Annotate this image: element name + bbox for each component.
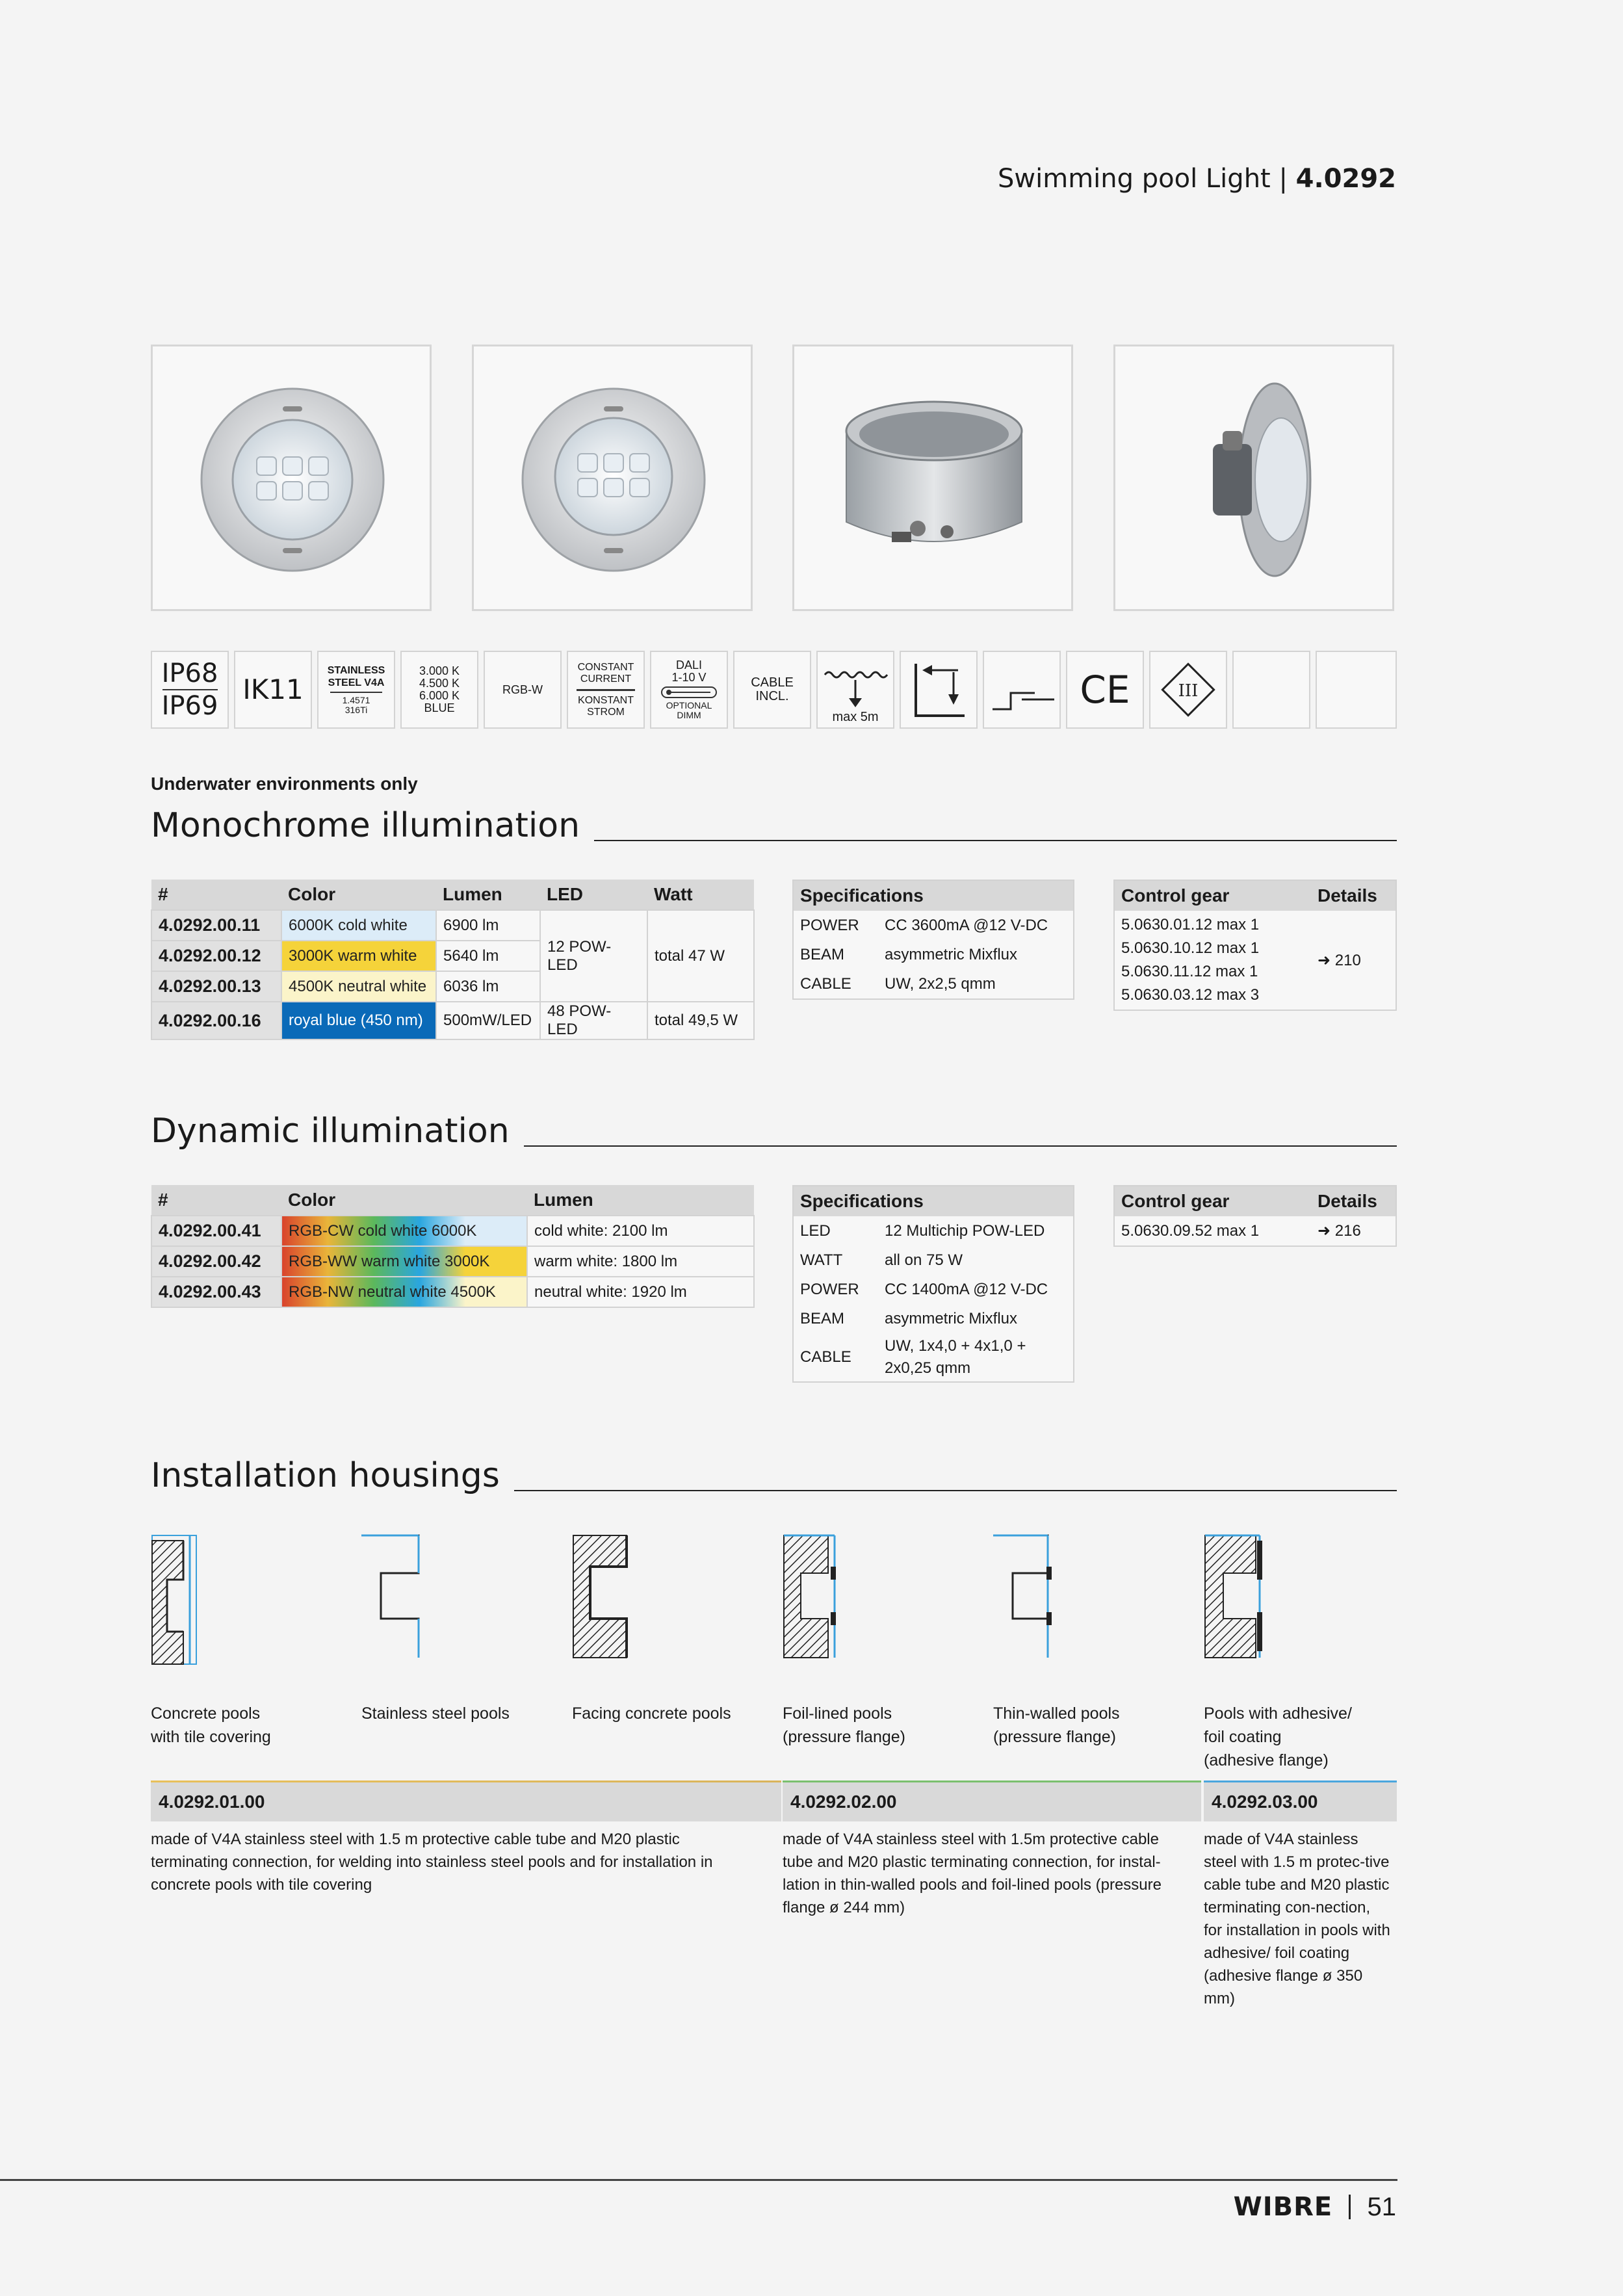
steel-line3: 1.4571 [342, 695, 370, 705]
housing-label-foil-lined: Foil-lined pools (pressure flange) [783, 1704, 905, 1746]
dali-line4: DIMM [677, 710, 701, 720]
table-row [151, 1216, 754, 1246]
rgbw-icon [484, 651, 562, 729]
housing-product-desc-2: made of V4A stainless steel with 1.5m protective cable tube and M20 plastic terminating connection, for instal-lation in thin-walled pools and foil-lined pools (pressure flange ø 244 mm) [783, 1831, 1162, 1916]
cc-line1: CONSTANT [577, 661, 634, 673]
ik11-label: IK11 [242, 673, 304, 705]
steel-line4: 316Ti [344, 705, 368, 715]
product-photo-front [151, 345, 432, 611]
dyn-spec-table [792, 1185, 1074, 1383]
spec-row [793, 1216, 1074, 1246]
housing-label-concrete-tile: Concrete pools with tile covering [151, 1704, 271, 1746]
cc-line3: KONSTANT [578, 694, 634, 706]
lumen-cell: cold white: 2100 lm [527, 1216, 754, 1246]
lumen-cell: neutral white: 1920 lm [527, 1277, 754, 1307]
color-swatch-royal-blue: royal blue (450 nm) [281, 1002, 436, 1039]
spec-row [793, 1246, 1074, 1275]
spec-row [793, 911, 1074, 940]
dyn-control-gear-table [1113, 1185, 1397, 1247]
mono-col-lumen: Lumen [436, 880, 540, 910]
installation-diagrams [151, 1528, 1397, 1671]
temp-1: 3.000 K [419, 664, 460, 677]
page-reference-link[interactable]: ➜ 210 [1311, 911, 1396, 1010]
empty-icon-slot-2 [1316, 651, 1397, 729]
housing-product-code-2: 4.0292.02.00 [783, 1782, 1201, 1821]
mono-spec-table [792, 880, 1074, 1000]
spec-key: LED [793, 1216, 878, 1246]
mono-control-gear-table [1113, 880, 1397, 1011]
product-code: 4.0292.00.41 [151, 1216, 281, 1246]
footer-divider [1349, 2195, 1351, 2219]
dimmer-slider-icon [660, 684, 718, 701]
dyn-table-header [151, 1185, 754, 1216]
dyn-details-title: Details [1311, 1186, 1396, 1216]
gear-item: 5.0630.03.12 max 3 [1121, 986, 1260, 1004]
cable-included-icon [733, 651, 811, 729]
product-code: 4.0292.00.12 [151, 941, 281, 971]
mono-product-table [151, 880, 755, 1040]
color-swatch-neutral-white: 4500K neutral white [281, 971, 436, 1002]
housing-label-adhesive: Pools with adhesive/ foil coating (adhesive flange) [1204, 1704, 1352, 1769]
led-cell: 48 POW-LED [540, 1002, 647, 1039]
brand-logo: WIBRE [1233, 2192, 1333, 2222]
gear-item: 5.0630.01.12 max 1 [1121, 916, 1260, 933]
spec-value: all on 75 W [878, 1246, 1074, 1275]
temp-2: 4.500 K [419, 677, 460, 690]
spec-key: CABLE [793, 1333, 878, 1382]
table-row [151, 910, 754, 941]
temp-4: BLUE [424, 701, 455, 714]
color-swatch-cold-white: 6000K cold white [281, 910, 436, 941]
cc-line4: STROM [587, 706, 625, 718]
cable-line2: INCL. [755, 689, 789, 703]
ce-label: CE [1080, 668, 1130, 712]
page-number: 51 [1367, 2193, 1396, 2221]
water-depth-icon [820, 666, 891, 711]
spec-key: WATT [793, 1246, 878, 1275]
spec-key: BEAM [793, 940, 878, 969]
rgbw-label: RGB-W [502, 683, 543, 696]
product-code: 4.0292.00.42 [151, 1246, 281, 1277]
lumen-cell: 6900 lm [436, 910, 540, 941]
product-photo-housing [792, 345, 1073, 611]
spec-key: POWER [793, 1275, 878, 1304]
header-title: Swimming pool Light | [998, 164, 1288, 194]
dali-dimming-icon [650, 651, 728, 729]
ip68-label: IP68 [161, 659, 218, 688]
protection-class-3-icon [1149, 651, 1227, 729]
product-code: 4.0292.00.43 [151, 1277, 281, 1307]
mono-gear-title: Control gear [1114, 880, 1311, 911]
color-swatch-warm-white: 3000K warm white [281, 941, 436, 971]
watt-cell: total 49,5 W [647, 1002, 754, 1039]
lumen-cell: warm white: 1800 lm [527, 1246, 754, 1277]
spec-key: POWER [793, 911, 878, 940]
steel-line2: STEEL V4A [328, 677, 385, 688]
table-row [151, 1002, 754, 1039]
housing-product-code-1: 4.0292.01.00 [151, 1782, 781, 1821]
ce-mark-icon [1066, 651, 1144, 729]
gear-item: 5.0630.09.52 max 1 [1114, 1216, 1311, 1246]
spec-key: BEAM [793, 1304, 878, 1333]
watt-cell: total 47 W [647, 910, 754, 1002]
gear-row [1114, 911, 1396, 1010]
spec-value: asymmetric Mixflux [878, 940, 1074, 969]
dyn-col-color: Color [281, 1185, 527, 1216]
gear-item: 5.0630.10.12 max 1 [1121, 939, 1260, 957]
diagram-facing-concrete [573, 1535, 627, 1658]
dyn-gear-title: Control gear [1114, 1186, 1311, 1216]
ip69-label: IP69 [161, 691, 218, 721]
spec-value: CC 1400mA @12 V-DC [878, 1275, 1074, 1304]
housing-label-facing-concrete: Facing concrete pools [572, 1704, 731, 1723]
gear-row [1114, 1216, 1396, 1246]
spec-value: asymmetric Mixflux [878, 1304, 1074, 1333]
spec-key: CABLE [793, 969, 878, 999]
empty-icon-slot-1 [1232, 651, 1310, 729]
diagram-adhesive-flange [1205, 1535, 1262, 1658]
product-code: 4.0292.00.11 [151, 910, 281, 941]
dali-line2: 1-10 V [671, 671, 707, 684]
led-cell: 12 POW-LED [540, 910, 647, 1002]
usage-note: Underwater environments only [151, 774, 418, 794]
mono-col-id: # [151, 880, 281, 910]
housing-product-desc-1: made of V4A stainless steel with 1.5 m protective cable tube and M20 plastic terminating connection, for welding into stainless steel pools and for installation in concrete pools with tile covering [151, 1831, 713, 1894]
ip-rating-icon [151, 651, 229, 729]
spec-row [793, 969, 1074, 999]
depth-label: max 5m [832, 710, 879, 724]
color-swatch-rgb-cw: RGB-CW cold white 6000K [281, 1216, 527, 1246]
steel-line1: STAINLESS [327, 665, 385, 676]
page-header [998, 164, 1396, 194]
lumen-cell: 5640 lm [436, 941, 540, 971]
spec-row [793, 1333, 1074, 1382]
dyn-col-lumen: Lumen [527, 1185, 754, 1216]
product-code: 4.0292.00.13 [151, 971, 281, 1002]
product-photo-angled [472, 345, 753, 611]
lumen-cell: 500mW/LED [436, 1002, 540, 1039]
spec-row [793, 1304, 1074, 1333]
cc-line2: CURRENT [580, 673, 632, 685]
housing-heading: Installation housings [151, 1456, 514, 1495]
page-reference-link[interactable]: ➜ 216 [1311, 1216, 1396, 1246]
dali-line3: OPTIONAL [666, 700, 712, 711]
header-code: 4.0292 [1295, 164, 1396, 194]
dyn-spec-title: Specifications [793, 1186, 1074, 1216]
spec-value: UW, 1x4,0 + 4x1,0 + 2x0,25 qmm [878, 1333, 1074, 1382]
recessed-mount-icon [983, 651, 1061, 729]
mono-table-header [151, 880, 754, 910]
temp-3: 6.000 K [419, 689, 460, 702]
spec-row [793, 1275, 1074, 1304]
gear-item: 5.0630.11.12 max 1 [1121, 963, 1258, 980]
housing-label-stainless-steel: Stainless steel pools [361, 1704, 510, 1723]
spec-value: 12 Multichip POW-LED [878, 1216, 1074, 1246]
housing-product-code-3: 4.0292.03.00 [1204, 1782, 1397, 1821]
dyn-product-table [151, 1185, 755, 1308]
housing-label-thin-walled: Thin-walled pools (pressure flange) [993, 1704, 1120, 1746]
mono-col-led: LED [540, 880, 647, 910]
spec-value: CC 3600mA @12 V-DC [878, 911, 1074, 940]
gear-list [1114, 911, 1311, 1010]
lumen-cell: 6036 lm [436, 971, 540, 1002]
footer-rule [0, 2179, 1397, 2181]
mono-col-watt: Watt [647, 880, 754, 910]
mono-spec-title: Specifications [793, 880, 1074, 911]
diagram-stainless-steel [361, 1535, 419, 1658]
mono-col-color: Color [281, 880, 436, 910]
housing-product-desc-3: made of V4A stainless steel with 1.5 m protec-tive cable tube and M20 plastic terminating con-nection, for installation in pools with adhesive/ foil coating (adhesive flange ø 350 mm) [1204, 1831, 1390, 2007]
page-footer [1234, 2192, 1396, 2222]
stainless-steel-icon [317, 651, 395, 729]
color-swatch-rgb-ww: RGB-WW warm white 3000K [281, 1246, 527, 1277]
class3-label: III [1178, 681, 1199, 701]
constant-current-icon [567, 651, 645, 729]
dali-line1: DALI [675, 659, 703, 672]
cable-line1: CABLE [751, 675, 794, 690]
ik11-icon [234, 651, 312, 729]
mono-details-title: Details [1311, 880, 1396, 911]
product-photo-side [1113, 345, 1394, 611]
max-depth-icon [816, 651, 894, 729]
dyn-col-id: # [151, 1185, 281, 1216]
color-temperature-icon [400, 651, 478, 729]
mono-heading: Monochrome illumination [151, 806, 594, 845]
product-code: 4.0292.00.16 [151, 1002, 281, 1039]
color-swatch-rgb-nw: RGB-NW neutral white 4500K [281, 1277, 527, 1307]
diagram-foil-lined [784, 1535, 836, 1658]
dyn-heading: Dynamic illumination [151, 1112, 524, 1151]
table-row [151, 1246, 754, 1277]
diagram-concrete-tile [152, 1535, 196, 1664]
spec-row [793, 940, 1074, 969]
table-row [151, 1277, 754, 1307]
diagram-thin-walled [993, 1535, 1052, 1658]
orientation-icon [900, 651, 978, 729]
spec-value: UW, 2x2,5 qmm [878, 969, 1074, 999]
